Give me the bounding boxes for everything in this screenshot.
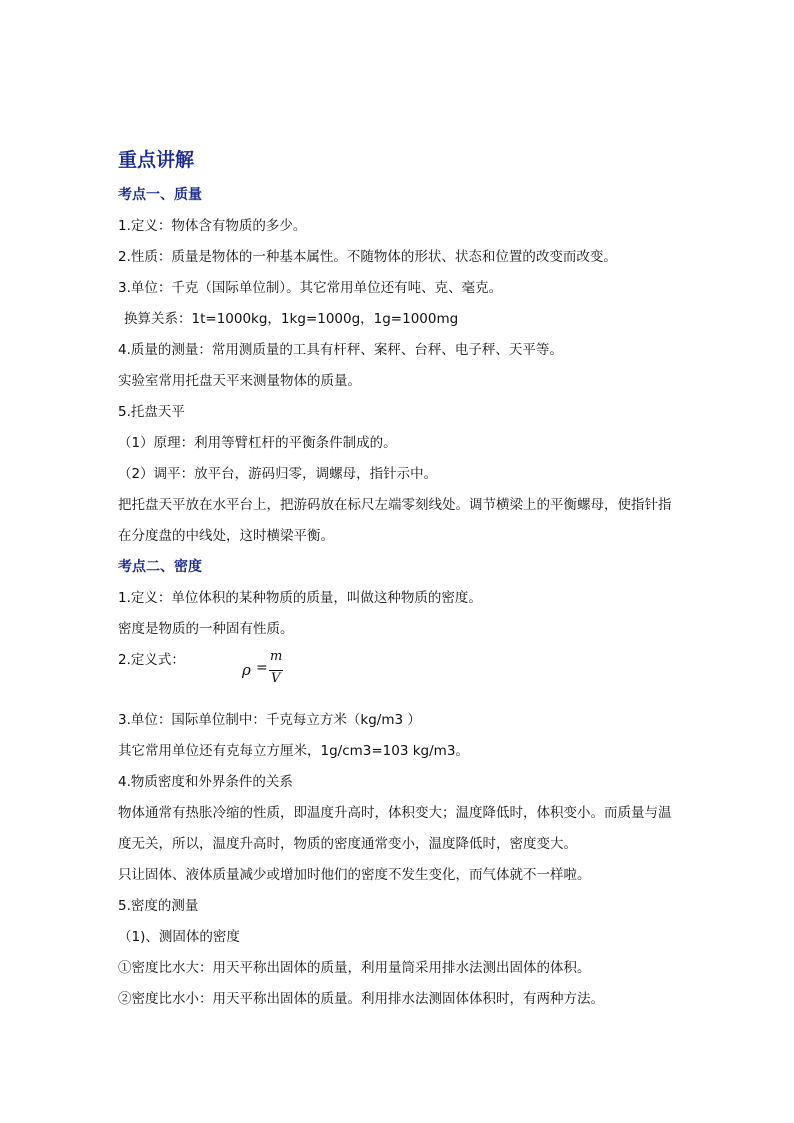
text-line: 实验室常用托盘天平来测量物体的质量。 bbox=[118, 373, 361, 389]
formula-numerator: m bbox=[270, 649, 283, 664]
page-title: 重点讲解 bbox=[118, 149, 195, 171]
formula-row bbox=[118, 645, 678, 705]
text-line: 1.定义：物体含有物质的多少。 bbox=[118, 218, 307, 234]
text-line: 只让固体、液体质量减少或增加时他们的密度不发生变化，而气体就不一样啦。 bbox=[118, 867, 591, 883]
text-line: 密度是物质的一种固有性质。 bbox=[118, 621, 294, 637]
text-line: 4.质量的测量：常用测质量的工具有杆秤、案秤、台秤、电子秤、天平等。 bbox=[118, 342, 563, 358]
text-line: 其它常用单位还有克每立方厘米，1g/cm3=103 kg/m3。 bbox=[118, 743, 469, 759]
formula-label: 2.定义式： bbox=[118, 652, 185, 668]
text-line: （1)、测固体的密度 bbox=[118, 929, 240, 945]
text-line: ②密度比水小：用天平称出固体的质量。利用排水法测固体体积时，有两种方法。 bbox=[118, 991, 604, 1007]
text-line: 5.密度的测量 bbox=[118, 898, 199, 914]
formula-lhs: ρ bbox=[242, 661, 251, 679]
text-line: 5.托盘天平 bbox=[118, 404, 185, 420]
text-line: 4.物质密度和外界条件的关系 bbox=[118, 774, 293, 790]
text-line: 2.性质：质量是物体的一种基本属性。不随物体的形状、状态和位置的改变而改变。 bbox=[118, 249, 617, 265]
text-line: 3.单位：千克（国际单位制）。其它常用单位还有吨、克、毫克。 bbox=[118, 280, 503, 296]
text-line: 3.单位：国际单位制中：千克每立方米（kg/m3 ） bbox=[118, 712, 421, 728]
text-line: （1）原理：利用等臂杠杆的平衡条件制成的。 bbox=[118, 435, 397, 451]
section-heading-density: 考点二、密度 bbox=[118, 559, 202, 575]
document-page bbox=[118, 140, 678, 1015]
text-line: （2）调平：放平台，游码归零，调螺母，指针示中。 bbox=[118, 466, 438, 482]
paragraph: 物体通常有热胀冷缩的性质，即温度升高时，体积变大；温度降低时，体积变小。而质量与温度无关，所以，温度升高时，物质的密度通常变小，温度降低时，密度变大。 bbox=[118, 805, 672, 852]
text-line: 换算关系：1t=1000kg，1kg=1000g，1g=1000mg bbox=[124, 311, 459, 327]
paragraph: 把托盘天平放在水平台上，把游码放在标尺左端零刻线处。调节横梁上的平衡螺母，使指针指在分度盘的中线处，这时横梁平衡。 bbox=[118, 497, 672, 544]
text-line: ①密度比水大：用天平称出固体的质量，利用量筒采用排水法测出固体的体积。 bbox=[118, 960, 591, 976]
formula-denominator: V bbox=[271, 671, 281, 686]
density-formula bbox=[242, 651, 292, 691]
text-line: 1.定义：单位体积的某种物质的质量，叫做这种物质的密度。 bbox=[118, 590, 482, 606]
formula-equals: = bbox=[256, 660, 268, 676]
section-heading-mass: 考点一、质量 bbox=[118, 187, 202, 203]
